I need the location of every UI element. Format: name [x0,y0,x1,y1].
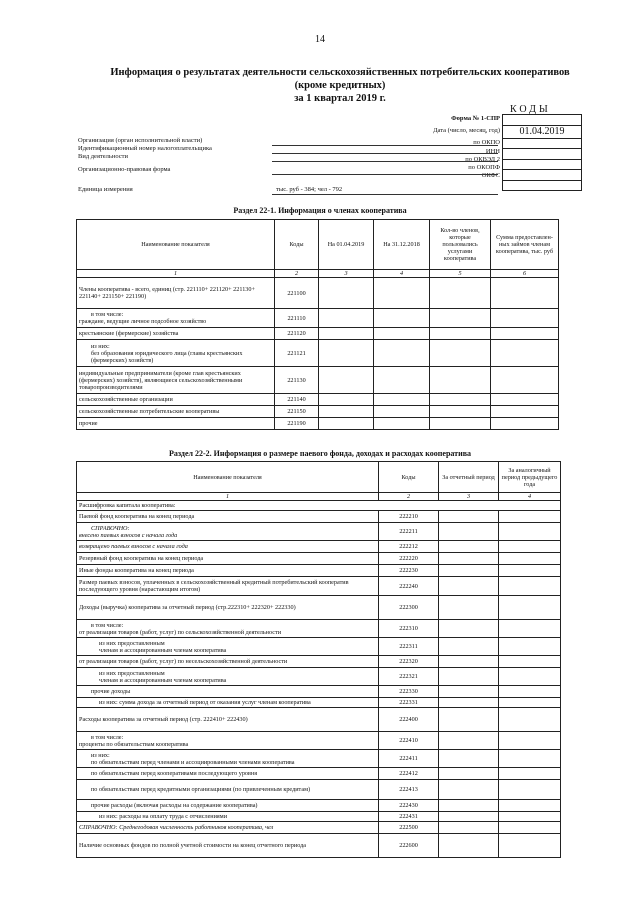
row-code: 222240 [379,577,439,596]
row-code: 222600 [379,834,439,858]
table-row [77,620,561,638]
value-cell[interactable] [499,668,561,686]
value-cell[interactable] [491,328,559,340]
fund-table [76,461,561,858]
value-cell[interactable] [319,418,374,430]
row-prefix: из них: [91,342,110,350]
value-cell[interactable] [439,638,499,656]
okopf-label: по ОКОПФ [468,164,500,171]
org-label: Организация (орган исполнительной власти) [78,137,203,144]
value-cell[interactable] [491,406,559,418]
value-cell[interactable] [439,780,499,800]
value-cell[interactable] [319,406,374,418]
okved-label: по ОКВЭД 2 [465,156,500,163]
row-prefix: из них: [91,751,110,759]
row-text: проценты по обязательствам кооператива [79,740,189,748]
value-cell[interactable] [374,278,430,309]
table-row [77,638,561,656]
row-code: 222331 [379,698,439,708]
table-row [77,656,561,668]
row-code: 221190 [275,418,319,430]
value-cell[interactable] [499,541,561,553]
col-number: 4 [499,493,561,501]
value-cell[interactable] [439,768,499,780]
row-text: граждане, ведущие личное подсобное хозяйство [79,318,207,325]
row-label: Расходы кооператива за отчетный период (стр. 222410+ 222430) [77,708,379,732]
value-cell[interactable] [499,732,561,750]
row-text: прочие расходы (включая расходы на содержание кооператива) [91,802,258,809]
value-cell[interactable] [439,708,499,732]
row-text: членам и ассоциированным членам кооператива [99,676,227,684]
row-label: прочие [77,418,275,430]
row-label [77,668,379,686]
value-cell[interactable] [439,668,499,686]
row-prefix: из них предоставленным [99,639,165,647]
row-code: 222321 [379,668,439,686]
row-text: от реализации товаров (работ, услуг) по сельскохозяйственной деятельности [79,628,282,636]
legal-form-label: Организационно-правовая форма [78,166,171,173]
code-form [503,115,582,126]
row-text: членам и ассоциированным членам кооператива [99,646,227,654]
section2-title: Раздел 22-2. Информация о размере паевого фонда, доходах и расходах кооператива [168,449,472,458]
row-label [77,698,379,708]
value-cell[interactable] [439,541,499,553]
inn-field-line[interactable] [272,153,498,154]
value-cell[interactable] [430,309,491,328]
value-cell[interactable] [491,394,559,406]
okpo-label: по ОКПО [473,139,500,146]
org-field-line[interactable] [272,145,498,146]
row-code: 221110 [275,309,319,328]
row-text: внесено паевых взносов с начала года [79,531,178,539]
row-prefix: СПРАВОЧНО: [91,524,130,532]
table-row [77,812,561,822]
unit-label: Единица измерения [78,186,133,193]
value-cell[interactable] [374,328,430,340]
table-row [77,367,559,394]
value-cell[interactable] [374,418,430,430]
members-header-users: Кол-во членов, которые пользовались услугами кооператива [430,220,491,270]
value-cell[interactable] [499,511,561,523]
value-cell[interactable] [374,340,430,367]
row-text: по обязательствам перед членами и ассоциированными членами кооператива [91,758,295,766]
row-label: крестьянские (фермерские) хозяйства [77,328,275,340]
table-row [77,780,561,800]
value-cell[interactable] [319,367,374,394]
members-table [76,219,559,430]
table-row [77,732,561,750]
table-row [77,565,561,577]
row-code: 222330 [379,686,439,698]
value-cell[interactable] [499,822,561,834]
row-label: индивидуальные предприниматели (кроме глав крестьянских (фермерских) хозяйств), являющиеся сельскохозяйственными товаропроизводителями [77,367,275,394]
value-cell[interactable] [374,367,430,394]
row-prefix: из них предоставленным [99,669,165,677]
row-label [77,768,379,780]
value-cell[interactable] [439,596,499,620]
value-cell[interactable] [439,553,499,565]
value-cell[interactable] [439,822,499,834]
table-row [77,698,561,708]
row-code: 221140 [275,394,319,406]
table-row [77,501,561,511]
section-heading-row: Расшифровка капитала кооператива: [77,501,561,511]
col-number: 3 [319,270,374,278]
title-line-1: Информация о результатах деятельности сельскохозяйственных потребительских кооперативов [110,67,570,78]
activity-label: Вид деятельности [78,153,128,160]
row-code: 222412 [379,768,439,780]
page-title [60,66,620,105]
value-cell[interactable] [499,686,561,698]
row-text: из них: расходы на оплату труда с отчислениями [99,813,228,820]
value-cell[interactable] [491,278,559,309]
row-label [77,812,379,822]
value-cell[interactable] [499,596,561,620]
value-cell[interactable] [499,800,561,812]
value-cell[interactable] [491,340,559,367]
code-inn [503,149,582,160]
form-label: Форма № 1-СПР [451,115,500,122]
table-row [77,418,559,430]
table-row [77,768,561,780]
row-code: 221100 [275,278,319,309]
row-label [77,620,379,638]
table-row [77,406,559,418]
table-row [77,800,561,812]
value-cell[interactable] [439,698,499,708]
row-code: 222220 [379,553,439,565]
row-label [77,638,379,656]
value-cell[interactable] [439,656,499,668]
row-text: из них: сумма дохода за отчетный период от оказания услуг членам кооператива [99,699,311,706]
code-date: 01.04.2019 [503,125,582,138]
row-label: сельскохозяйственные организации [77,394,275,406]
value-cell[interactable] [439,523,499,541]
code-okpo [503,138,582,149]
value-cell[interactable] [439,732,499,750]
value-cell[interactable] [319,309,374,328]
row-text: прочие доходы [91,688,131,695]
table-row [77,596,561,620]
row-code: 222230 [379,565,439,577]
row-label [77,780,379,800]
value-cell[interactable] [439,800,499,812]
title-line-3: за 1 квартал 2019 г. [294,93,386,104]
fund-header-current: За отчетный период [439,462,499,493]
table-row [77,309,559,328]
row-code: 222212 [379,541,439,553]
row-label: Члены кооператива - всего, единиц (стр. 221110+ 221120+ 221130+ 221140+ 221150+ 221190) [77,278,275,309]
table-row [77,328,559,340]
row-label [77,340,275,367]
row-code: 222410 [379,732,439,750]
value-cell[interactable] [499,577,561,596]
row-code: 222320 [379,656,439,668]
value-cell[interactable] [430,406,491,418]
members-header-loans: Сумма предоставлен-ных займов членам кооператива, тыс. руб [491,220,559,270]
value-cell[interactable] [499,768,561,780]
value-cell[interactable] [439,750,499,768]
col-number: 1 [77,270,275,278]
table-row [77,523,561,541]
row-code: 222210 [379,511,439,523]
value-cell[interactable] [499,698,561,708]
value-cell[interactable] [430,367,491,394]
code-okopf [503,170,582,181]
row-text: по обязательствам перед кооперативами последующего уровня [91,770,258,777]
date-label: Дата (число, месяц, год) [433,127,500,134]
table-row [77,822,561,834]
table-row [77,541,561,553]
row-text: без образования юридического лица (главы крестьянских (фермерских) хозяйств) [91,349,243,364]
row-label: Резервный фонд кооператива на конец периода [77,553,379,565]
value-cell[interactable] [439,577,499,596]
row-code: 222500 [379,822,439,834]
table-row [77,511,561,523]
value-cell[interactable] [430,340,491,367]
members-header-date2: На 31.12.2018 [374,220,430,270]
row-label: Наличие основных фондов по полной учетной стоимости на конец отчетного периода [77,834,379,858]
col-number: 1 [77,493,379,501]
value-cell[interactable] [499,656,561,668]
value-cell[interactable] [499,834,561,858]
table-row [77,553,561,565]
row-code: 222431 [379,812,439,822]
table-row [77,577,561,596]
members-header-name: Наименование показателя [77,220,275,270]
value-cell[interactable] [499,638,561,656]
legal-form-field-line[interactable] [272,174,498,175]
value-cell[interactable] [499,565,561,577]
row-label: Паевой фонд кооператива на конец периода [77,511,379,523]
row-prefix: в том числе: [91,733,124,741]
col-number: 2 [379,493,439,501]
value-cell[interactable] [319,278,374,309]
value-cell[interactable] [430,418,491,430]
value-cell[interactable] [374,309,430,328]
value-cell[interactable] [439,812,499,822]
row-label: возвращено паевых взносов с начала года [77,541,379,553]
table-row [77,340,559,367]
value-cell[interactable] [491,367,559,394]
value-cell[interactable] [499,620,561,638]
row-label [77,800,379,812]
row-label [77,309,275,328]
value-cell[interactable] [499,553,561,565]
codes-header: КОДЫ [510,104,551,115]
row-prefix: в том числе: [91,311,124,318]
row-label: от реализации товаров (работ, услуг) по несельскохозяйственной деятельности [77,656,379,668]
value-cell[interactable] [491,418,559,430]
col-number: 6 [491,270,559,278]
fund-header-previous: За аналогичный период предыдущего года [499,462,561,493]
row-code: 221130 [275,367,319,394]
row-label [77,732,379,750]
value-cell[interactable] [499,708,561,732]
value-cell[interactable] [499,780,561,800]
unit-value: тыс. руб - 384; чел - 792 [276,186,343,193]
row-code: 222310 [379,620,439,638]
value-cell[interactable] [439,834,499,858]
fund-header-name: Наименование показателя [77,462,379,493]
row-label: СПРАВОЧНО: Среднегодовая численность работников кооператива, чел [77,822,379,834]
title-line-2: (кроме кредитных) [294,80,386,91]
row-prefix: в том числе: [91,621,124,629]
col-number: 5 [430,270,491,278]
table-row [77,686,561,698]
code-okved [503,159,582,170]
table-row [77,750,561,768]
value-cell[interactable] [499,750,561,768]
table-row [77,708,561,732]
row-code: 222430 [379,800,439,812]
okfs-label: ОКФС [481,172,500,179]
table-row [77,394,559,406]
value-cell[interactable] [430,394,491,406]
inn-label: Идентификационный номер налогоплательщика [78,145,212,152]
members-header-date1: На 01.04.2019 [319,220,374,270]
value-cell[interactable] [319,394,374,406]
section1-title: Раздел 22-1. Информация о членах кооператива [233,206,407,215]
value-cell[interactable] [499,812,561,822]
value-cell[interactable] [491,309,559,328]
value-cell[interactable] [374,406,430,418]
row-label: сельскохозяйственные потребительские кооперативы [77,406,275,418]
row-code: 222400 [379,708,439,732]
members-header-code: Коды [275,220,319,270]
col-number: 2 [275,270,319,278]
row-code: 221121 [275,340,319,367]
value-cell[interactable] [499,523,561,541]
row-label: Иные фонды кооператива на конец периода [77,565,379,577]
row-label [77,686,379,698]
row-text: по обязательствам перед кредитными организациями (по привлеченным кредитам) [91,786,311,793]
value-cell[interactable] [374,394,430,406]
row-code: 222211 [379,523,439,541]
row-code: 222413 [379,780,439,800]
value-cell[interactable] [439,620,499,638]
table-row [77,278,559,309]
value-cell[interactable] [430,278,491,309]
page-number: 14 [315,34,325,45]
row-label [77,523,379,541]
col-number: 3 [439,493,499,501]
row-code: 222311 [379,638,439,656]
value-cell[interactable] [439,686,499,698]
activity-field-line[interactable] [272,161,498,162]
row-code: 221120 [275,328,319,340]
unit-field-line [272,194,498,195]
table-row [77,834,561,858]
col-number: 4 [374,270,430,278]
row-label: Доходы (выручка) кооператива за отчетный период (стр.222310+ 222320+ 222330) [77,596,379,620]
table-row [77,668,561,686]
row-label [77,750,379,768]
row-code: 222411 [379,750,439,768]
row-code: 222300 [379,596,439,620]
inn-code-label: ИНН [485,148,500,155]
codes-box [502,114,582,191]
row-code: 221150 [275,406,319,418]
value-cell[interactable] [319,340,374,367]
code-okfs [503,180,582,191]
fund-header-code: Коды [379,462,439,493]
value-cell[interactable] [439,511,499,523]
value-cell[interactable] [430,328,491,340]
value-cell[interactable] [319,328,374,340]
value-cell[interactable] [439,565,499,577]
row-label: Размер паевых взносов, уплаченных в сельскохозяйственный кредитный потребительский кооператив последующего уровня (нарастающим итогом) [77,577,379,596]
